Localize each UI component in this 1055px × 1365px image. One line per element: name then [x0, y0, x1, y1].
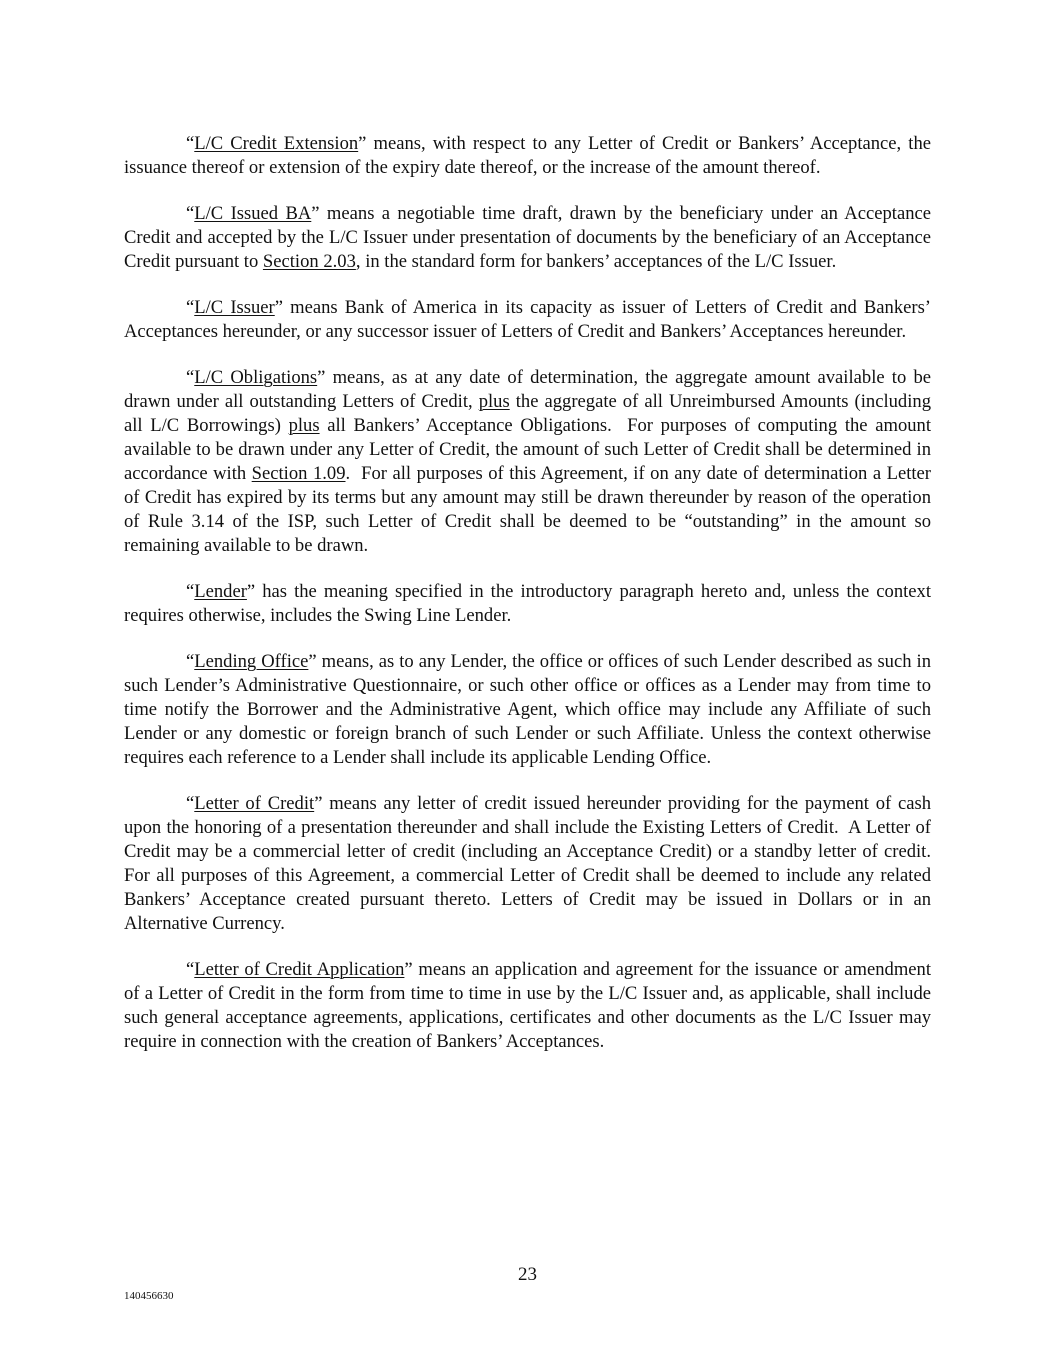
defined-term-underlined: L/C Issuer [194, 297, 275, 318]
paragraph-text: “ [186, 959, 195, 980]
defined-term-underlined: plus [478, 391, 510, 412]
definition-paragraph-letter-of-credit-application [124, 958, 931, 1054]
paragraph-text: “ [186, 581, 195, 602]
paragraph-text: ” means any letter of credit issued hereunder providing for the payment of cash upon the honoring of a presentation thereunder and shall include the Existing Letters of Credit. A Letter of Credit may be a commercial letter of credit (including an Acceptance Credit) or a standby letter of credit. For all purposes of this Agreement, a commercial Letter of Credit shall be deemed to include any related Bankers’ Acceptance created pursuant thereto. Letters of Credit may be issued in Dollars or in an Alternative Currency. [124, 793, 932, 934]
definition-paragraph-letter-of-credit [124, 792, 931, 936]
paragraph-text: . For all purposes of this Agreement, if on any date of determination a Letter of Credit has expired by its terms but any amount may still be drawn thereunder by reason of the operation of Rule 3.14 of the ISP, such Letter of Credit shall be deemed to be “outstanding” in the amount so remaining available to be drawn. [124, 463, 931, 556]
paragraph-text: ” means, with respect to any Letter of Credit or Bankers’ Acceptance, the issuance thereof or extension of the expiry date thereof, or the increase of the amount thereof. [124, 133, 931, 178]
paragraph-text: ” means, as at any date of determination, the aggregate amount available to be drawn under all outstanding Letters of Credit, [124, 367, 931, 412]
defined-term-underlined: L/C Credit Extension [194, 133, 359, 154]
definition-paragraph-lc-issuer [124, 296, 931, 344]
document-page-body [124, 132, 931, 1076]
paragraph-text: ” means an application and agreement for the issuance or amendment of a Letter of Credit in the form from time to time in use by the L/C Issuer and, as applicable, shall include such general acceptance agreements, applications, certificates and other documents as the L/C Issuer may require in connection with the creation of Bankers’ Acceptances. [124, 959, 931, 1052]
defined-term-underlined: Section 1.09 [251, 463, 346, 484]
paragraph-text: “ [186, 367, 195, 388]
definition-paragraph-lending-office [124, 650, 931, 770]
definition-paragraph-lc-issued-ba [124, 202, 931, 274]
paragraph-text: “ [186, 651, 195, 672]
paragraph-text: ” has the meaning specified in the introductory paragraph hereto and, unless the context requires otherwise, includes the Swing Line Lender. [124, 581, 931, 626]
definition-paragraph-lc-credit-extension [124, 132, 931, 180]
defined-term-underlined: Letter of Credit Application [194, 959, 405, 980]
paragraph-text: ” means, as to any Lender, the office or offices of such Lender described as such in such Lender’s Administrative Questionnaire, or such other office or offices as a Lender may from time to time notify the Borrower and the Administrative Agent, which office may include any Affiliate of such Lender or any domestic or foreign branch of such Lender or such Affiliate. Unless the context otherwise requires each reference to a Lender shall include its applicable Lending Office. [124, 651, 931, 768]
page-number: 23 [518, 1264, 537, 1285]
defined-term-underlined: L/C Issued BA [194, 203, 312, 224]
defined-term-underlined: Section 2.03 [262, 251, 356, 272]
defined-term-underlined: L/C Obligations [194, 367, 318, 388]
paragraph-text: “ [186, 203, 195, 224]
definition-paragraph-lc-obligations [124, 366, 931, 558]
definition-paragraph-lender [124, 580, 931, 628]
defined-term-underlined: Lending Office [194, 651, 309, 672]
paragraph-text: , in the standard form for bankers’ acceptances of the L/C Issuer. [355, 251, 837, 272]
paragraph-text: all Bankers’ Acceptance Obligations. For purposes of computing the amount available to be drawn under any Letter of Credit, the amount of such Letter of Credit shall be determined in accordance with [124, 415, 932, 484]
defined-term-underlined: plus [288, 415, 320, 436]
paragraph-text: “ [186, 793, 195, 814]
defined-term-underlined: Letter of Credit [194, 793, 315, 814]
paragraph-text: ” means a negotiable time draft, drawn by the beneficiary under an Acceptance Credit and accepted by the L/C Issuer under presentation of documents by the beneficiary of an Acceptance Credit pursuant to [124, 203, 932, 272]
paragraph-text: “ [186, 297, 195, 318]
paragraph-text: the aggregate of all Unreimbursed Amounts (including all L/C Borrowings) [124, 391, 931, 436]
document-id: 140456630 [124, 1290, 174, 1302]
paragraph-text: “ [186, 133, 195, 154]
paragraph-text: ” means Bank of America in its capacity as issuer of Letters of Credit and Bankers’ Acceptances hereunder, or any successor issuer of Letters of Credit and Bankers’ Acceptances hereunder. [124, 297, 932, 342]
defined-term-underlined: Lender [194, 581, 247, 602]
definitions-list [124, 132, 931, 1054]
